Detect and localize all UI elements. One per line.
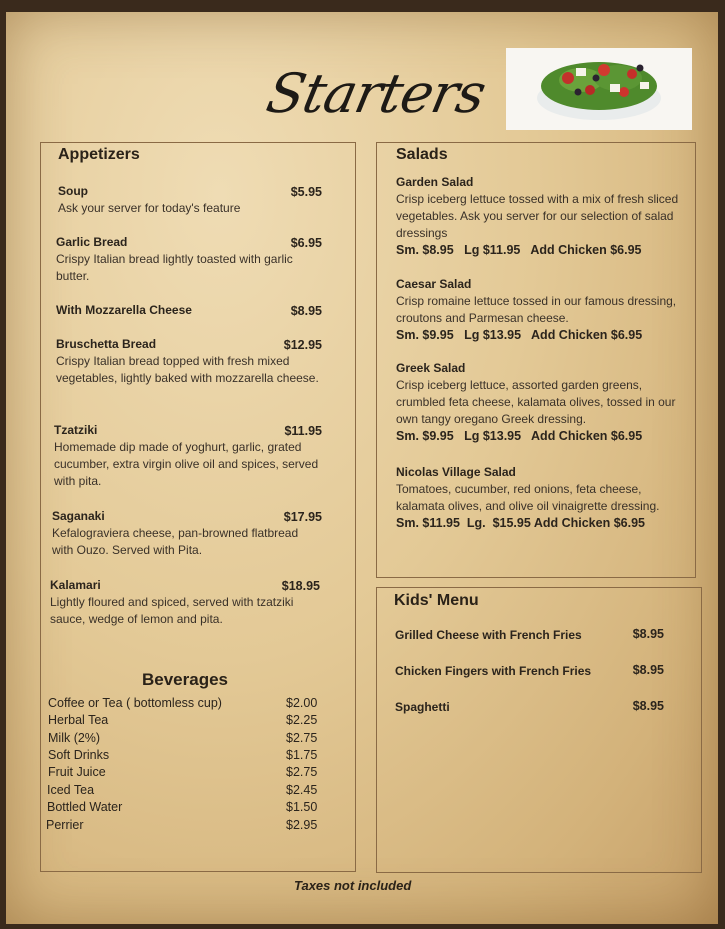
salad-photo (506, 48, 692, 130)
appetizer-item: Soup Ask your server for today's feature (58, 184, 241, 215)
appetizers-heading: Appetizers (58, 146, 140, 163)
beverage-name: Herbal Tea (48, 713, 109, 727)
kids-item: Chicken Fingers with French Fries (395, 664, 592, 678)
beverage-price: $2.75 (286, 765, 318, 779)
beverage-name: Perrier (46, 818, 84, 832)
page-title: Starters (261, 62, 491, 125)
beverage-name: Iced Tea (47, 783, 95, 797)
appetizer-item: With Mozzarella Cheese (56, 303, 192, 317)
appetizer-item: Bruschetta Bread Crispy Italian bread topped with fresh mixed vegetables, lightly baked with mozzarella cheese. (56, 337, 319, 385)
beverage-name: Coffee or Tea ( bottomless cup) (48, 696, 222, 710)
beverage-price: $1.75 (286, 748, 318, 762)
beverage-price: $2.75 (286, 731, 318, 745)
beverage-price: $2.00 (286, 696, 318, 710)
beverage-name: Milk (2%) (48, 731, 101, 745)
beverage-price: $2.45 (286, 783, 318, 797)
beverage-name: Fruit Juice (48, 765, 106, 779)
appetizer-price: $6.95 (290, 236, 322, 250)
beverage-name: Bottled Water (47, 800, 123, 814)
footer-note: Taxes not included (294, 878, 412, 893)
appetizer-price: $18.95 (281, 579, 320, 593)
beverages-heading: Beverages (142, 670, 229, 689)
beverage-price: $2.25 (286, 713, 318, 727)
beverage-price: $2.95 (286, 818, 318, 832)
salad-item: Greek Salad Crisp iceberg lettuce, assorted garden greens, crumbled feta cheese, kalamata olives, tossed in our own tangy oregano Greek dressing. Sm. $9.95 Lg $13.95 Add Chicken $6.95 (396, 361, 676, 443)
beverage-price: $1.50 (286, 800, 318, 814)
kids-price: $8.95 (632, 663, 664, 677)
menu-page (6, 12, 718, 924)
kids-item: Spaghetti (395, 700, 450, 714)
appetizer-item: Tzatziki Homemade dip made of yoghurt, garlic, grated cucumber, extra virgin olive oil and spices, served with pita. (54, 423, 319, 488)
appetizer-price: $11.95 (284, 424, 322, 438)
kids-price: $8.95 (632, 627, 664, 641)
appetizer-item: Saganaki Kefalograviera cheese, pan-browned flatbread with Ouzo. Served with Pita. (52, 509, 299, 557)
appetizer-price: $12.95 (283, 338, 322, 352)
appetizer-item: Kalamari Lightly floured and spiced, served with tzatziki sauce, wedge of lemon and pita. (50, 578, 294, 626)
salads-heading: Salads (396, 146, 448, 163)
kids-heading: Kids' Menu (394, 592, 479, 609)
kids-item: Grilled Cheese with French Fries (395, 628, 582, 642)
appetizer-item: Garlic Bread Crispy Italian bread lightly toasted with garlic butter. (56, 235, 293, 283)
salad-item: Nicolas Village Salad Tomatoes, cucumber, red onions, feta cheese, kalamata olives, and olive oil vinaigrette dressing. Sm. $11.95 Lg. $15.95 Add Chicken $6.95 (396, 465, 660, 530)
salad-item: Caesar Salad Crisp romaine lettuce tossed in our famous dressing, croutons and Parmesan cheese. Sm. $9.95 Lg $13.95 Add Chicken $6.95 (396, 277, 677, 342)
appetizer-price: $5.95 (290, 185, 322, 199)
appetizer-price: $17.95 (283, 510, 322, 524)
beverage-name: Soft Drinks (48, 748, 110, 762)
appetizer-price: $8.95 (290, 304, 322, 318)
kids-price: $8.95 (632, 699, 664, 713)
salad-item: Garden Salad Crisp iceberg lettuce tossed with a mix of fresh sliced vegetables. Ask you server for our selection of salad dressings Sm. $8.95 Lg $11.95 Add Chicken $6.95 (396, 175, 679, 257)
